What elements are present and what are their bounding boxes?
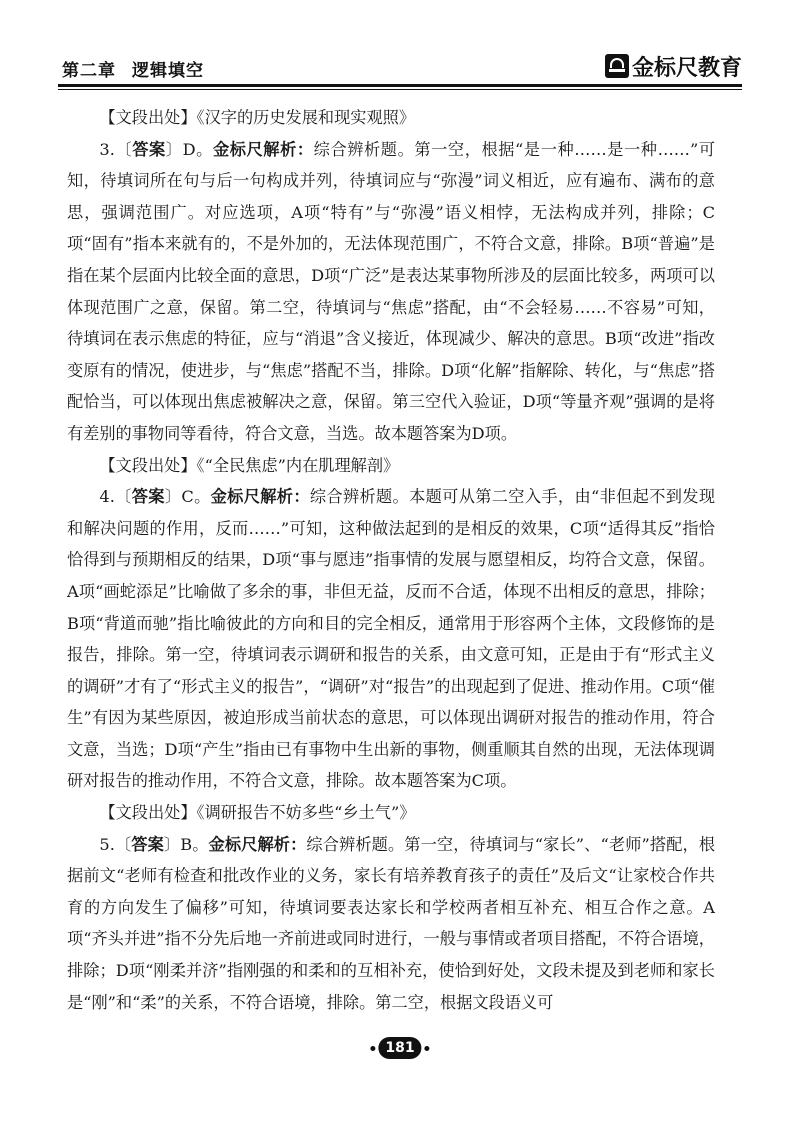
question-number: 4.〔 [99, 487, 132, 507]
source-line [67, 797, 715, 829]
analysis-label: 金标尺解析 [210, 487, 294, 507]
source-label: 【文段出处】 [99, 803, 197, 823]
chapter-heading [62, 56, 204, 81]
analysis-label: 金标尺解析 [208, 834, 291, 854]
analysis-colon: ： [296, 139, 314, 159]
analysis-text: 综合辨析题。本题可从第二空入手，由“非但起不到发现和解决问题的作用，反而……”可知，这种做法起到的是相反的效果，C项“适得其反”指恰恰得到与预期相反的结果，D项“事与愿违”指事情的发展与愿望相反，均符合文意，保留。A项“画蛇添足”比喻做了多余的事，非但无益，反而不合适，体现不出相反的意思，排除；B项“背道而驰”指比喻彼此的方向和目的完全相反，通常用于形容两个主体，文段修饰的是报告，排除。第一空，待填词表示调研和报告的关系，由文意可知，正是由于有“形式主义的调研”才有了“形式主义的报告”，“调研”对“报告”的出现起到了促进、推动作用。C项“催生”有因为某些原因，被迫形成当前状态的意思，可以体现出调研对报告的推动作用，符合文意，当选；D项“产生”指由已有事物中生出新的事物，侧重顺其自然的出现，无法体现调研对报告的推动作用，不符合文意，排除。故本题答案为C项。 [67, 487, 716, 791]
answer-choice: 〕C。 [164, 487, 211, 507]
question-number: 5.〔 [99, 834, 132, 854]
header-rule-thin [58, 89, 742, 90]
brand-logo-icon [605, 54, 629, 78]
page-body [67, 102, 715, 1018]
brand-logo-text: 金标尺教育 [631, 55, 742, 81]
analysis-label: 金标尺解析 [212, 139, 297, 159]
source-title: 《“全民焦虑”内在肌理解剖》 [196, 455, 400, 475]
source-line [67, 102, 715, 134]
answer-paragraph-3 [67, 134, 715, 450]
answer-label: 答案 [131, 487, 165, 507]
source-title: 《汉字的历史发展和现实观照》 [196, 108, 416, 127]
page-number [367, 1037, 432, 1059]
source-label: 【文段出处】 [99, 108, 197, 127]
header-rule-thick [58, 84, 742, 87]
page-header [62, 52, 742, 82]
page-number-dot-right [425, 1046, 430, 1051]
answer-choice: 〕D。 [165, 139, 213, 159]
chapter-number: 第二章 [62, 61, 116, 81]
analysis-text: 综合辨析题。第一空，根据“是一种……是一种……”可知，待填词所在句与后一句构成并列，待填词应与“弥漫”词义相近，应有遍布、满布的意思，强调范围广。对应选项，A项“特有”与“弥漫”语义相悖，无法构成并列，排除；C项“固有”指本来就有的，不是外加的，无法体现范围广，不符合文意，排除。B项“普遍”是指在某个层面内比较全面的意思，D项“广泛”是表达某事物所涉及的层面比较多，两项可以体现范围广之意，保留。第二空，待填词与“焦虑”搭配，由“不会轻易……不容易”可知，待填词在表示焦虑的特征，应与“消退”含义接近，体现减少、解决的意思。B项“改进”指改变原有的情况，使进步，与“焦虑”搭配不当，排除。D项“化解”指解除、转化，与“焦虑”搭配恰当，可以体现出焦虑被解决之意，保留。第三空代入验证，D项“等量齐观”强调的是将有差别的事物同等看待，符合文意，当选。故本题答案为D项。 [67, 139, 716, 443]
chapter-title: 逻辑填空 [132, 61, 204, 81]
analysis-colon: ： [293, 487, 310, 507]
source-line [67, 450, 715, 482]
answer-label: 答案 [131, 834, 164, 854]
question-number: 3.〔 [99, 139, 133, 159]
answer-label: 答案 [132, 139, 166, 159]
source-label: 【文段出处】 [99, 455, 197, 475]
answer-paragraph-4 [67, 481, 715, 797]
page-number-dot-left [370, 1046, 375, 1051]
analysis-text: 综合辨析题。第一空，待填词与“家长”、“老师”搭配，根据前文“老师有检查和批改作业的义务，家长有培养教育孩子的责任”及后文“让家校合作共育的方向发生了偏移”可知，待填词要表达家长和学校两者相互补充、相互合作之意。A项“齐头并进”指不分先后地一齐前进或同时进行，一般与事情或者项目搭配，不符合语境，排除；D项“刚柔并济”指刚强的和柔和的互相补充，使恰到好处，文段未提及到老师和家长是“刚”和“柔”的关系，不符合语境，排除。第二空，根据文段语义可 [67, 834, 716, 1012]
page-number-value: 181 [378, 1037, 421, 1059]
answer-choice: 〕B。 [163, 834, 209, 854]
brand-logo [605, 52, 742, 80]
source-title: 《调研报告不妨多些“乡土气”》 [196, 803, 416, 823]
analysis-colon: ： [290, 834, 307, 854]
answer-paragraph-5 [67, 829, 715, 1019]
